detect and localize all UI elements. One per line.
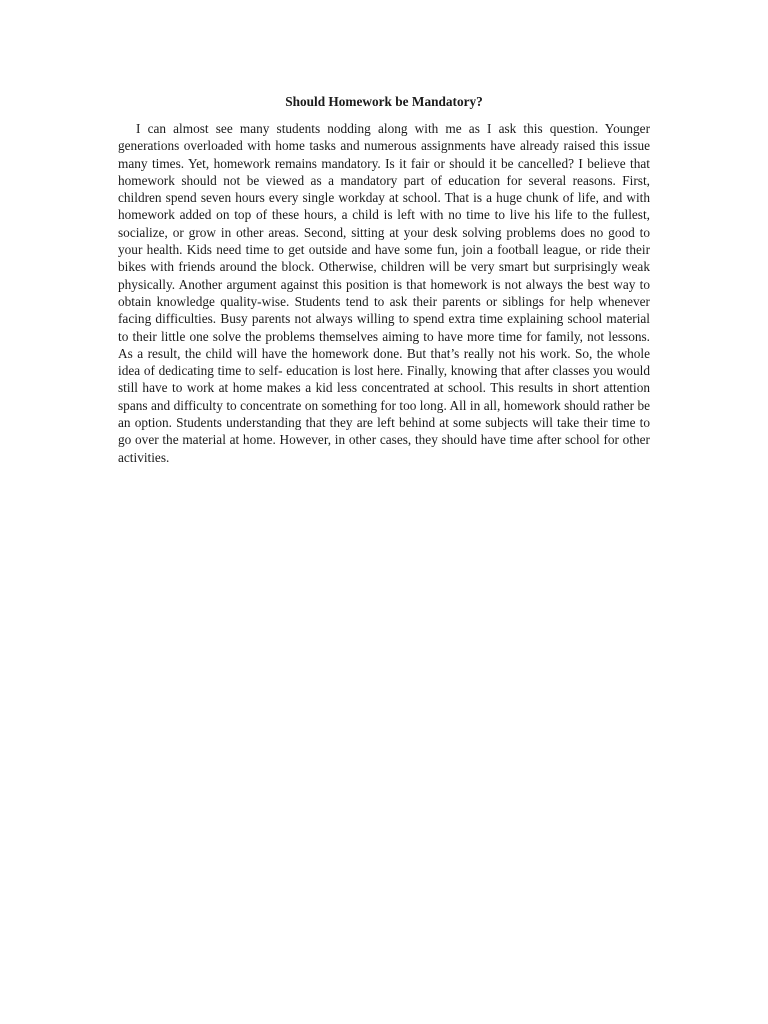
document-title: Should Homework be Mandatory?: [285, 94, 483, 109]
essay-paragraph: I can almost see many students nodding along with me as I ask this question. Younger generations overloaded with home tasks and numerous assignments have already raised this issue many times. Yet, homework remains mandatory. Is it fair or should it be cancelled? I believe that homework should not be viewed as a mandatory part of education for several reasons. First, children spend seven hours every single workday at school. That is a huge chunk of life, and with homework added on top of these hours, a child is left with no time to live his life to the fullest, socialize, or grow in other areas. Second, sitting at your desk solving problems does no good to your health. Kids need time to get outside and have some fun, join a football league, or ride their bikes with friends around the block. Otherwise, children will be very smart but surprisingly weak physically. Another argument against this position is that homework is not always the best way to obtain knowledge quality-wise. Students tend to ask their parents or siblings for help whenever facing difficulties. Busy parents not always willing to spend extra time explaining school material to their little one solve the problems themselves aiming to have more time for family, not lessons. As a result, the child will have the homework done. But that’s really not his work. So, the whole idea of dedicating time to self- education is lost here. Finally, knowing that after classes you would still have to work at home makes a kid less concentrated at school. This results in short attention spans and difficulty to concentrate on something for too long. All in all, homework should rather be an option. Students understanding that they are left behind at some subjects will take their time to go over the material at home. However, in other cases, they should have time after school for other activities.: [118, 121, 650, 465]
